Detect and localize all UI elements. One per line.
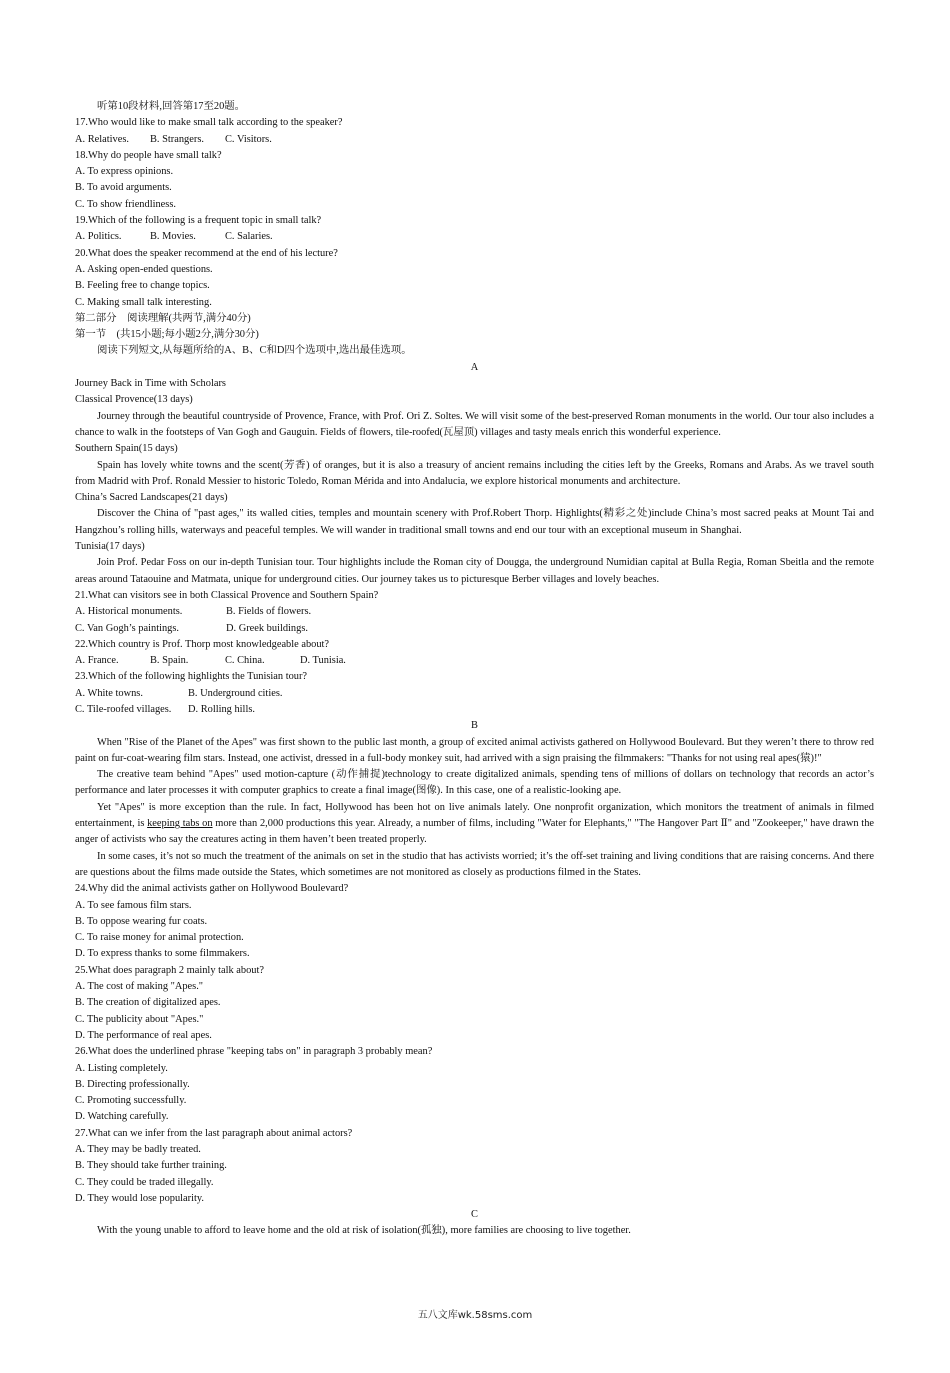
option-b: B. Spain. (150, 655, 189, 667)
question-23-stem: 23.Which of the following highlights the Tunisian tour? (75, 671, 308, 683)
option-c: C. Salaries. (225, 231, 273, 243)
option-c: C. To raise money for animal protection. (75, 932, 244, 944)
part-2-heading: 第二部分 阅读理解(共两节,满分40分) (75, 312, 251, 324)
option-a: A. They may be badly treated. (75, 1144, 201, 1155)
option-c: C. To show friendliness. (75, 198, 176, 210)
tour-description: Discover the China of "past ages," its walled cities, temples and mountain scenery with Prof.Robert Thorp. Highlights(精彩之处)include China’s most sacred peaks at Mount Tai and Hangzhou’s rolling hills, waterways and peaceful temples. We will wander in traditional small towns and end our tour with an exceptional museum in Shanghai. (75, 508, 874, 536)
option-d: D. Rolling hills. (188, 703, 255, 715)
question-19-stem: 19.Which of the following is a frequent topic in small talk? (75, 215, 322, 227)
option-b: B. To oppose wearing fur coats. (75, 915, 208, 927)
option-b: B. Underground cities. (188, 687, 283, 699)
tour-name: Tunisia(17 days) (75, 541, 145, 553)
option-a: A. Listing completely. (75, 1062, 168, 1074)
tour-name: China’s Sacred Landscapes(21 days) (75, 492, 228, 504)
option-d: D. Tunisia. (300, 655, 346, 667)
option-c: C. China. (225, 655, 265, 667)
option-b: B. The creation of digitalized apes. (75, 997, 221, 1009)
listening-intro: 听第10段材料,回答第17至20题。 (97, 101, 246, 112)
question-17-stem: 17.Who would like to make small talk according to the speaker? (75, 117, 343, 129)
option-a: A. Asking open-ended questions. (75, 263, 213, 275)
passage-a-label: A (470, 361, 479, 373)
option-a: A. Historical monuments. (75, 606, 183, 618)
question-21-options-ab (75, 604, 874, 620)
question-26-stem: 26.What does the underlined phrase "keeping tabs on" in paragraph 3 probably mean? (75, 1046, 433, 1058)
option-a: A. To express opinions. (75, 166, 174, 178)
underlined-phrase: keeping tabs on (147, 818, 213, 830)
option-a: A. White towns. (75, 687, 143, 699)
passage-b-paragraph-1: When "Rise of the Planet of the Apes" was first shown to the public last month, a group of excited animal activists gathered on Hollywood Boulevard. But they weren’t there to throw red paint on fur-coat-wearing film stars. Instead, one activist, dressed in a full-body monkey suit, had arrived with a sign praising the filmmakers: "Thanks for not using real apes(猿)!" (75, 736, 874, 764)
reading-instruction: 阅读下列短文,从每题所给的A、B、C和D四个选项中,选出最佳选项。 (97, 345, 412, 357)
option-c: C. Visitors. (225, 133, 272, 145)
option-c: C. They could be traded illegally. (75, 1176, 214, 1188)
option-a: A. The cost of making "Apes." (75, 981, 204, 993)
option-d: D. Watching carefully. (75, 1111, 169, 1123)
tour-description: Join Prof. Pedar Foss on our in-depth Tunisian tour. Tour highlights include the Roman city of Dougga, the underground Numidian capital at Bulla Regia, Roman Sbeitla and the remote areas around Tataouine and Matmata, unique for underground cities. Our journey takes us to picturesque Berber villages and lovely beaches. (75, 557, 874, 585)
option-b: B. Strangers. (150, 133, 204, 145)
question-22-options (75, 653, 874, 669)
question-23-options-cd (75, 702, 874, 718)
question-22-stem: 22.Which country is Prof. Thorp most knowledgeable about? (75, 638, 330, 650)
question-23-options-ab (75, 686, 874, 702)
question-18-stem: 18.Why do people have small talk? (75, 149, 222, 161)
option-c: C. Tile-roofed villages. (75, 703, 172, 715)
passage-b-paragraph-2: The creative team behind "Apes" used motion-capture (动作捕捉)technology to create digitalized animals, spending tens of millions of dollars on technology that records an actor’s performance and later processes it with computer graphics to create a final image(图像). In this case, one of a realistic-looking ape. (75, 769, 874, 797)
passage-a-title: Journey Back in Time with Scholars (75, 378, 226, 390)
option-b: B. Movies. (150, 231, 196, 243)
option-a: A. France. (75, 655, 119, 667)
question-21-stem: 21.What can visitors see in both Classical Provence and Southern Spain? (75, 589, 379, 601)
option-b: B. Fields of flowers. (226, 606, 312, 618)
passage-b-paragraph-3 (75, 800, 874, 849)
question-27-stem: 27.What can we infer from the last paragraph about animal actors? (75, 1127, 353, 1139)
option-c: C. Van Gogh’s paintings. (75, 622, 180, 634)
question-19-options (75, 229, 874, 245)
option-d: D. The performance of real apes. (75, 1029, 212, 1041)
option-b: B. Feeling free to change topics. (75, 280, 210, 292)
document-page (75, 99, 874, 1240)
question-25-stem: 25.What does paragraph 2 mainly talk about? (75, 964, 264, 976)
tour-name: Classical Provence(13 days) (75, 394, 193, 406)
option-c: C. The publicity about "Apes." (75, 1013, 204, 1025)
passage-b-paragraph-4: In some cases, it’s not so much the treatment of the animals on set in the studio that has activists worried; it’s the off-set training and living conditions that are raising concerns. And there are questions about the films made outside the States, which sometimes are not monitored as closely as productions filmed in the States. (75, 850, 874, 878)
question-21-options-cd (75, 621, 874, 637)
option-b: B. They should take further training. (75, 1160, 227, 1172)
question-20-stem: 20.What does the speaker recommend at the end of his lecture? (75, 247, 338, 259)
paragraph-text: Yet "Apes" is more exception than the rule. In fact, Hollywood has been hot on live animals lately. One nonprofit organization, which monitors the treatment of animals in filmed entertainment, is (75, 801, 874, 830)
tour-description: Journey through the beautiful countryside of Provence, France, with Prof. Ori Z. Soltes. We will visit some of the best-preserved Roman monuments in the world. Our tour also includes a chance to walk in the footsteps of Van Gogh and Gauguin. Fields of flowers, tile-roofed(瓦屋顶) villages and tasty meals enrich this wonderful experience. (75, 410, 874, 438)
option-d: D. To express thanks to some filmmakers. (75, 948, 250, 960)
option-c: C. Promoting successfully. (75, 1095, 187, 1107)
option-d: D. Greek buildings. (226, 622, 308, 634)
option-a: A. Politics. (75, 231, 122, 243)
option-b: B. Directing professionally. (75, 1078, 190, 1090)
passage-c-label: C (471, 1209, 478, 1221)
option-b: B. To avoid arguments. (75, 182, 172, 194)
passage-b-label: B (471, 720, 478, 732)
page-footer: 五八文库wk.58sms.com (417, 1310, 533, 1321)
option-a: A. To see famous film stars. (75, 899, 192, 911)
passage-c-paragraph-1: With the young unable to afford to leave home and the old at risk of isolation(孤独), more families are choosing to live together. (97, 1225, 631, 1237)
option-c: C. Making small talk interesting. (75, 296, 212, 308)
option-d: D. They would lose popularity. (75, 1192, 204, 1204)
option-a: A. Relatives. (75, 133, 129, 145)
tour-name: Southern Spain(15 days) (75, 443, 178, 455)
question-17-options (75, 132, 874, 148)
tour-description: Spain has lovely white towns and the scent(芳香) of oranges, but it is also a treasury of ancient remains including the cities left by the Greeks, Romans and Arabs. As we travel south from Madrid with Prof. Ronald Messier to historic Toledo, Roman Mérida and into Andalucia, we explore historical monuments and architecture. (75, 459, 874, 487)
paragraph-text: more than 2,000 productions this year. Already, a number of films, including "Water for Elephants," "The Hangover Part Ⅱ" and "Zookeeper," have drawn the anger of activists who say the creatures acting in them haven’t been treated properly. (75, 818, 875, 846)
question-24-stem: 24.Why did the animal activists gather on Hollywood Boulevard? (75, 883, 349, 895)
section-1-heading: 第一节 (共15小题;每小题2分,满分30分) (75, 329, 259, 341)
